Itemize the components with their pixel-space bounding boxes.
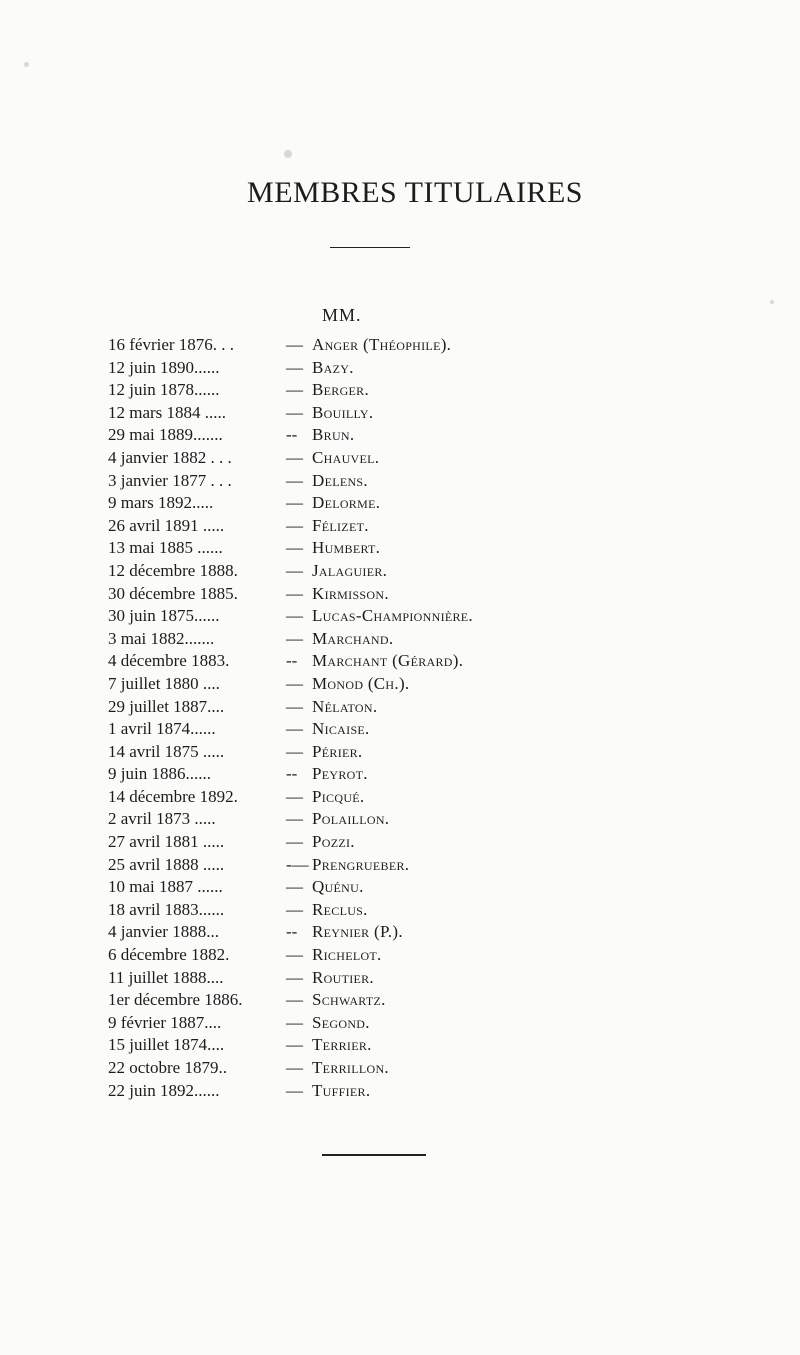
member-row <box>108 1080 708 1103</box>
member-name: Humbert. <box>312 538 381 558</box>
paper-speck <box>284 150 292 158</box>
separator-dash: — <box>286 628 303 648</box>
salutation: MM. <box>322 305 362 325</box>
separator-dash: — <box>286 538 303 558</box>
separator-dash: — <box>286 583 303 603</box>
member-date: 9 juin 1886...... <box>108 764 211 784</box>
separator-dash: — <box>286 402 303 422</box>
separator-dash: — <box>286 967 303 987</box>
member-name: Terrier. <box>312 1035 372 1055</box>
member-date: 6 décembre 1882. <box>108 945 230 965</box>
separator-dash: — <box>286 606 303 626</box>
separator-dash: — <box>286 515 303 535</box>
member-row <box>108 537 708 560</box>
member-date: 30 juin 1875...... <box>108 606 220 626</box>
member-date: 29 mai 1889....... <box>108 425 223 445</box>
member-date: 7 juillet 1880 .... <box>108 673 220 693</box>
member-name: Lucas-Championnière. <box>312 606 473 626</box>
separator-dash: — <box>286 560 303 580</box>
separator-dash: — <box>286 809 303 829</box>
separator-dash: -- <box>286 764 298 784</box>
member-row <box>108 696 708 719</box>
member-row <box>108 650 708 673</box>
member-name: Jalaguier. <box>312 560 388 580</box>
separator-dash: — <box>286 335 303 354</box>
member-date: 14 décembre 1892. <box>108 786 238 806</box>
member-name: Brun. <box>312 425 355 445</box>
separator-dash: — <box>286 696 303 716</box>
member-row <box>108 718 708 741</box>
member-date: 9 mars 1892..... <box>108 493 214 513</box>
member-row <box>108 944 708 967</box>
member-row <box>108 424 708 447</box>
member-row <box>108 605 708 628</box>
separator-dash: — <box>286 1012 303 1032</box>
member-row <box>108 808 708 831</box>
member-date: 2 avril 1873 ..... <box>108 809 216 829</box>
member-row <box>108 673 708 696</box>
member-name: Segond. <box>312 1012 370 1032</box>
member-name: Tuffier. <box>312 1080 371 1100</box>
member-date: 4 janvier 1888... <box>108 922 219 942</box>
separator-dash: -- <box>286 922 298 942</box>
separator-dash: — <box>286 470 303 490</box>
member-name: Monod (Ch.). <box>312 673 410 693</box>
member-name: Delens. <box>312 470 368 490</box>
member-name: Nélaton. <box>312 696 378 716</box>
separator-dash: — <box>286 877 303 897</box>
member-row <box>108 989 708 1012</box>
title-rule <box>330 247 410 248</box>
member-row <box>108 447 708 470</box>
member-date: 30 décembre 1885. <box>108 583 238 603</box>
member-name: Polaillon. <box>312 809 390 829</box>
member-name: Bouilly. <box>312 402 374 422</box>
member-date: 14 avril 1875 ..... <box>108 741 225 761</box>
member-date: 10 mai 1887 ...... <box>108 877 223 897</box>
member-row <box>108 334 708 357</box>
separator-dash: — <box>286 832 303 852</box>
member-row <box>108 357 708 380</box>
member-row <box>108 741 708 764</box>
member-row <box>108 1034 708 1057</box>
separator-dash: — <box>286 447 303 467</box>
separator-dash: — <box>286 899 303 919</box>
member-date: 18 avril 1883...... <box>108 899 225 919</box>
member-name: Delorme. <box>312 493 381 513</box>
member-name: Marchand. <box>312 628 394 648</box>
member-row <box>108 1012 708 1035</box>
separator-dash: — <box>286 786 303 806</box>
separator-dash: — <box>286 945 303 965</box>
member-date: 15 juillet 1874.... <box>108 1035 225 1055</box>
separator-dash: — <box>286 380 303 400</box>
separator-dash: — <box>286 1080 303 1100</box>
paper-speck <box>24 62 29 67</box>
member-name: Berger. <box>312 380 370 400</box>
separator-dash: -- <box>286 425 298 445</box>
member-row <box>108 492 708 515</box>
member-name: Reclus. <box>312 899 368 919</box>
member-name: Kirmisson. <box>312 583 389 603</box>
member-row <box>108 628 708 651</box>
member-name: Prengrueber. <box>312 854 410 874</box>
member-row <box>108 583 708 606</box>
end-rule <box>322 1154 426 1156</box>
member-date: 4 décembre 1883. <box>108 651 230 671</box>
member-name: Picqué. <box>312 786 365 806</box>
member-date: 25 avril 1888 ..... <box>108 854 225 874</box>
member-name: Félizet. <box>312 515 369 535</box>
member-row <box>108 379 708 402</box>
member-row <box>108 1057 708 1080</box>
member-row <box>108 515 708 538</box>
separator-dash: — <box>286 1058 303 1077</box>
separator-dash: — <box>286 673 303 693</box>
member-date: 13 mai 1885 ...... <box>108 538 223 558</box>
separator-dash: — <box>286 493 303 513</box>
member-name: Anger (Théophile). <box>312 335 452 354</box>
member-date: 22 octobre 1879.. <box>108 1058 227 1077</box>
member-row <box>108 560 708 583</box>
page-title: MEMBRES TITULAIRES <box>247 176 583 209</box>
member-date: 1 avril 1874...... <box>108 719 216 739</box>
member-date: 1er décembre 1886. <box>108 990 243 1010</box>
member-row <box>108 921 708 944</box>
member-date: 26 avril 1891 ..... <box>108 515 225 535</box>
member-name: Schwartz. <box>312 990 386 1010</box>
member-date: 29 juillet 1887.... <box>108 696 225 716</box>
separator-dash: — <box>286 741 303 761</box>
member-name: Chauvel. <box>312 447 380 467</box>
separator-dash: -- <box>286 651 298 671</box>
separator-dash: — <box>286 357 303 377</box>
member-row <box>108 854 708 877</box>
paper-speck <box>770 300 774 304</box>
member-date: 27 avril 1881 ..... <box>108 832 225 852</box>
members-list <box>108 334 708 1102</box>
member-row <box>108 831 708 854</box>
member-name: Peyrot. <box>312 764 368 784</box>
member-date: 12 décembre 1888. <box>108 560 238 580</box>
member-name: Richelot. <box>312 945 382 965</box>
member-date: 3 mai 1882....... <box>108 628 215 648</box>
member-date: 12 juin 1890...... <box>108 357 220 377</box>
separator-dash: — <box>286 990 303 1010</box>
member-row <box>108 876 708 899</box>
member-name: Routier. <box>312 967 374 987</box>
member-row <box>108 402 708 425</box>
separator-dash: — <box>286 719 303 739</box>
member-name: Périer. <box>312 741 363 761</box>
member-date: 4 janvier 1882 . . . <box>108 447 232 467</box>
member-name: Nicaise. <box>312 719 370 739</box>
member-name: Pozzi. <box>312 832 355 852</box>
member-name: Bazy. <box>312 357 354 377</box>
separator-dash: — <box>286 1035 303 1055</box>
member-date: 12 juin 1878...... <box>108 380 220 400</box>
member-row <box>108 967 708 990</box>
separator-dash: -— <box>286 854 309 874</box>
member-name: Terrillon. <box>312 1058 389 1077</box>
member-name: Quénu. <box>312 877 364 897</box>
member-date: 3 janvier 1877 . . . <box>108 470 232 490</box>
member-row <box>108 470 708 493</box>
member-date: 11 juillet 1888.... <box>108 967 224 987</box>
member-date: 22 juin 1892...... <box>108 1080 220 1100</box>
member-row <box>108 899 708 922</box>
member-date: 9 février 1887.... <box>108 1012 222 1032</box>
member-row <box>108 763 708 786</box>
member-name: Reynier (P.). <box>312 922 403 942</box>
member-row <box>108 786 708 809</box>
member-date: 12 mars 1884 ..... <box>108 402 227 422</box>
member-date: 16 février 1876. . . <box>108 335 235 354</box>
member-name: Marchant (Gérard). <box>312 651 464 671</box>
